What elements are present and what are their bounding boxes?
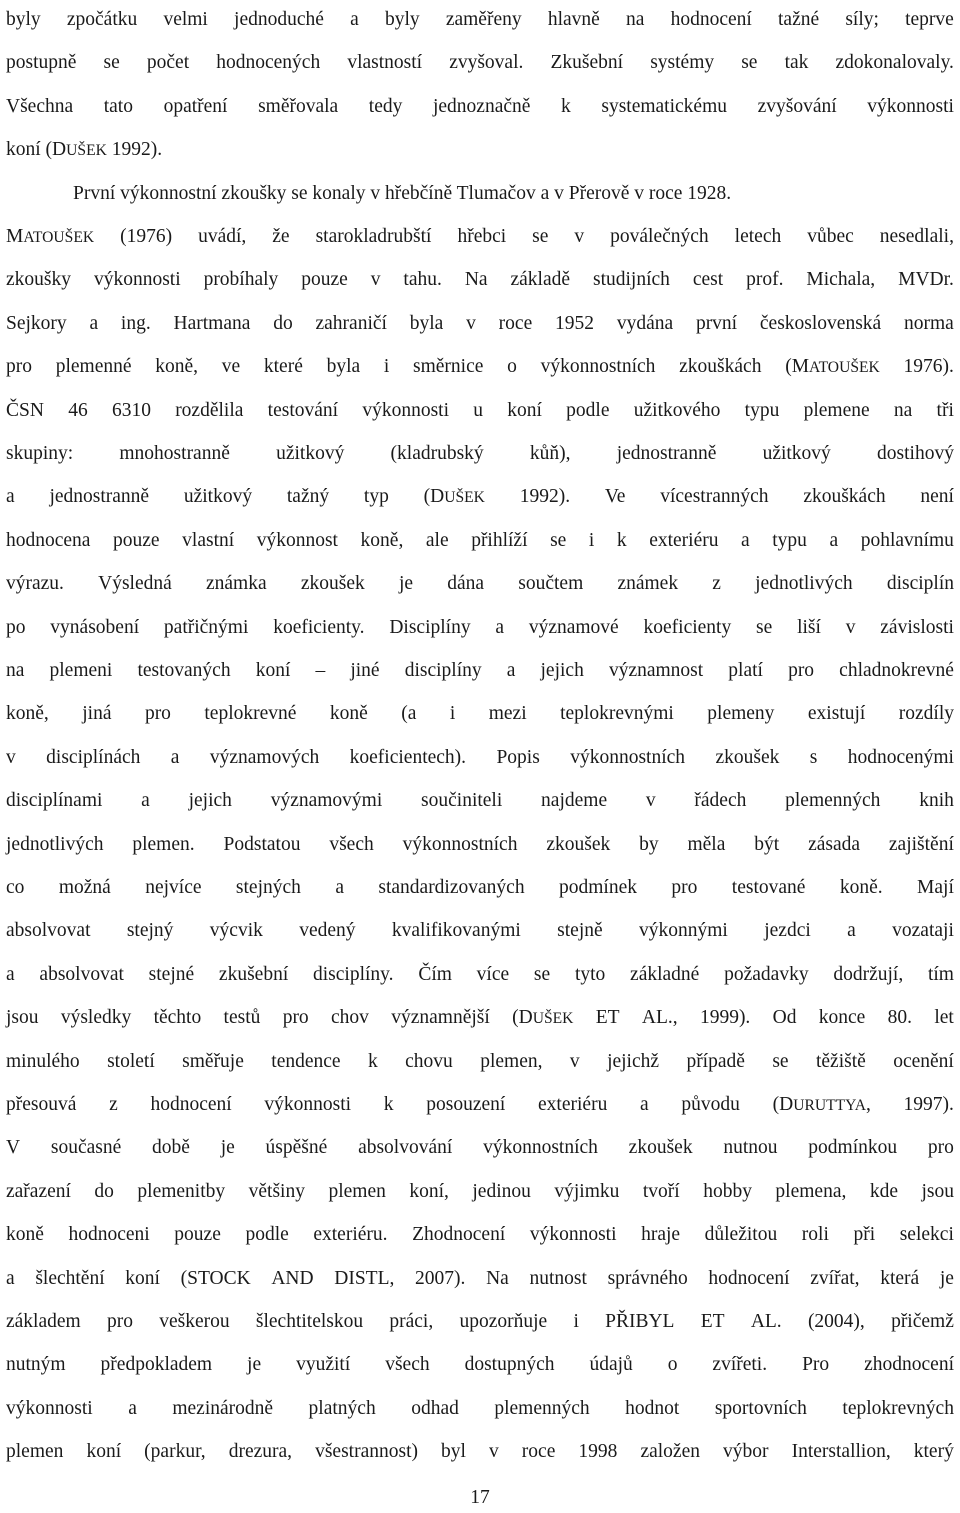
text-line: a šlechtění koní (STOCK AND DISTL, 2007). Na nutnost správného hodnocení zvířat, která je <box>6 1267 954 1289</box>
text-line: a jednostranně užitkový tažný typ (DUŠEK 1992). Ve vícestranných zkouškách není <box>6 486 954 508</box>
text-line: skupiny: mnohostranně užitkový (kladrubský kůň), jednostranně užitkový dostihový <box>6 443 954 464</box>
text-line: V současné době je úspěšné absolvování výkonnostních zkoušek nutnou podmínkou pro <box>6 1137 954 1159</box>
text-line: jednotlivých plemen. Podstatou všech výkonnostních zkoušek by měla být zásada zajištění <box>6 833 954 855</box>
text-line: minulého století směřuje tendence k chovu plemen, v jejichž případě se těžiště ocenění <box>6 1050 954 1072</box>
text-line: a absolvovat stejné zkušební disciplíny. Čím více se tyto základné požadavky dodržují, tím <box>6 963 954 985</box>
text-line: zkoušky výkonnosti probíhaly pouze v tahu. Na základě studijních cest prof. Michala, MVDr. <box>6 269 954 291</box>
text-line: Všechna tato opatření směřovala tedy jednoznačně k systematickému zvyšování výkonnosti <box>6 95 954 117</box>
text-line: koně, jiná pro teplokrevné koně (a i mezi teplokrevnými plemeny existují rozdíly <box>6 703 954 725</box>
text-line: na plemeni testovaných koní – jiné disciplíny a jejich významnost platí pro chladnokrevné <box>6 660 954 681</box>
text-line: První výkonnostní zkoušky se konaly v hřebčíně Tlumačov a v Přerově v roce 1928. <box>73 182 732 204</box>
text-line: základem pro veškerou šlechtitelskou práci, upozorňuje i PŘIBYL ET AL. (2004), přičemž <box>6 1311 954 1332</box>
text-line: zařazení do plemenitby většiny plemen koní, jedinou výjimku tvoří hobby plemena, kde jsou <box>6 1180 954 1202</box>
text-line: přesouvá z hodnocení výkonnosti k posouzení exteriéru a původu (DURUTTYA, 1997). <box>6 1094 954 1115</box>
page-number: 17 <box>470 1487 490 1508</box>
text-line: ČSN 46 6310 rozdělila testování výkonnosti u koní podle užitkového typu plemene na tři <box>6 399 954 421</box>
text-line: plemen koní (parkur, drezura, všestrannost) byl v roce 1998 založen výbor Interstallion, který <box>6 1441 954 1463</box>
text-line: absolvovat stejný výcvik vedený kvalifikovanými stejně výkonnými jezdci a vozataji <box>6 920 954 942</box>
text-line: výkonnosti a mezinárodně platných odhad plemenných hodnot sportovních teplokrevných <box>6 1397 954 1419</box>
text-line: koní (DUŠEK 1992). <box>6 139 163 161</box>
text-line: nutným předpokladem je využití všech dostupných údajů o zvířeti. Pro zhodnocení <box>6 1354 954 1376</box>
text-line: Sejkory a ing. Hartmana do zahraničí byla v roce 1952 vydána první československá norma <box>6 312 954 334</box>
text-line: MATOUŠEK (1976) uvádí, že starokladrubští hřebci se v poválečných letech vůbec nesedlali, <box>6 226 954 247</box>
text-line: výrazu. Výsledná známka zkoušek je dána součtem známek z jednotlivých disciplín <box>6 573 954 595</box>
text-line: co možná nejvíce stejných a standardizovaných podmínek pro testované koně. Mají <box>6 877 954 898</box>
text-line: pro plemenné koně, ve které byla i směrnice o výkonnostních zkouškách (MATOUŠEK 1976). <box>6 356 954 378</box>
text-line: byly zpočátku velmi jednoduché a byly zaměřeny hlavně na hodnocení tažné síly; teprve <box>6 9 954 30</box>
text-line: jsou výsledky těchto testů pro chov významnější (DUŠEK ET AL., 1999). Od konce 80. let <box>6 1007 954 1029</box>
text-line: v disciplínách a významových koeficientech). Popis výkonnostních zkoušek s hodnocenými <box>6 746 954 768</box>
text-line: koně hodnoceni pouze podle exteriéru. Zhodnocení výkonnosti hraje důležitou roli při selekci <box>6 1224 954 1246</box>
text-line: po vynásobení patřičnými koeficienty. Disciplíny a významové koeficienty se liší v závislosti <box>6 616 954 638</box>
text-line: hodnocena pouze vlastní výkonnost koně, ale přihlíží se i k exteriéru a typu a pohlavnímu <box>6 529 954 551</box>
text-line: postupně se počet hodnocených vlastností zvyšoval. Zkušební systémy se tak zdokonalovaly. <box>6 52 954 74</box>
text-line: disciplínami a jejich významovými součiniteli najdeme v řádech plemenných knih <box>6 790 954 812</box>
